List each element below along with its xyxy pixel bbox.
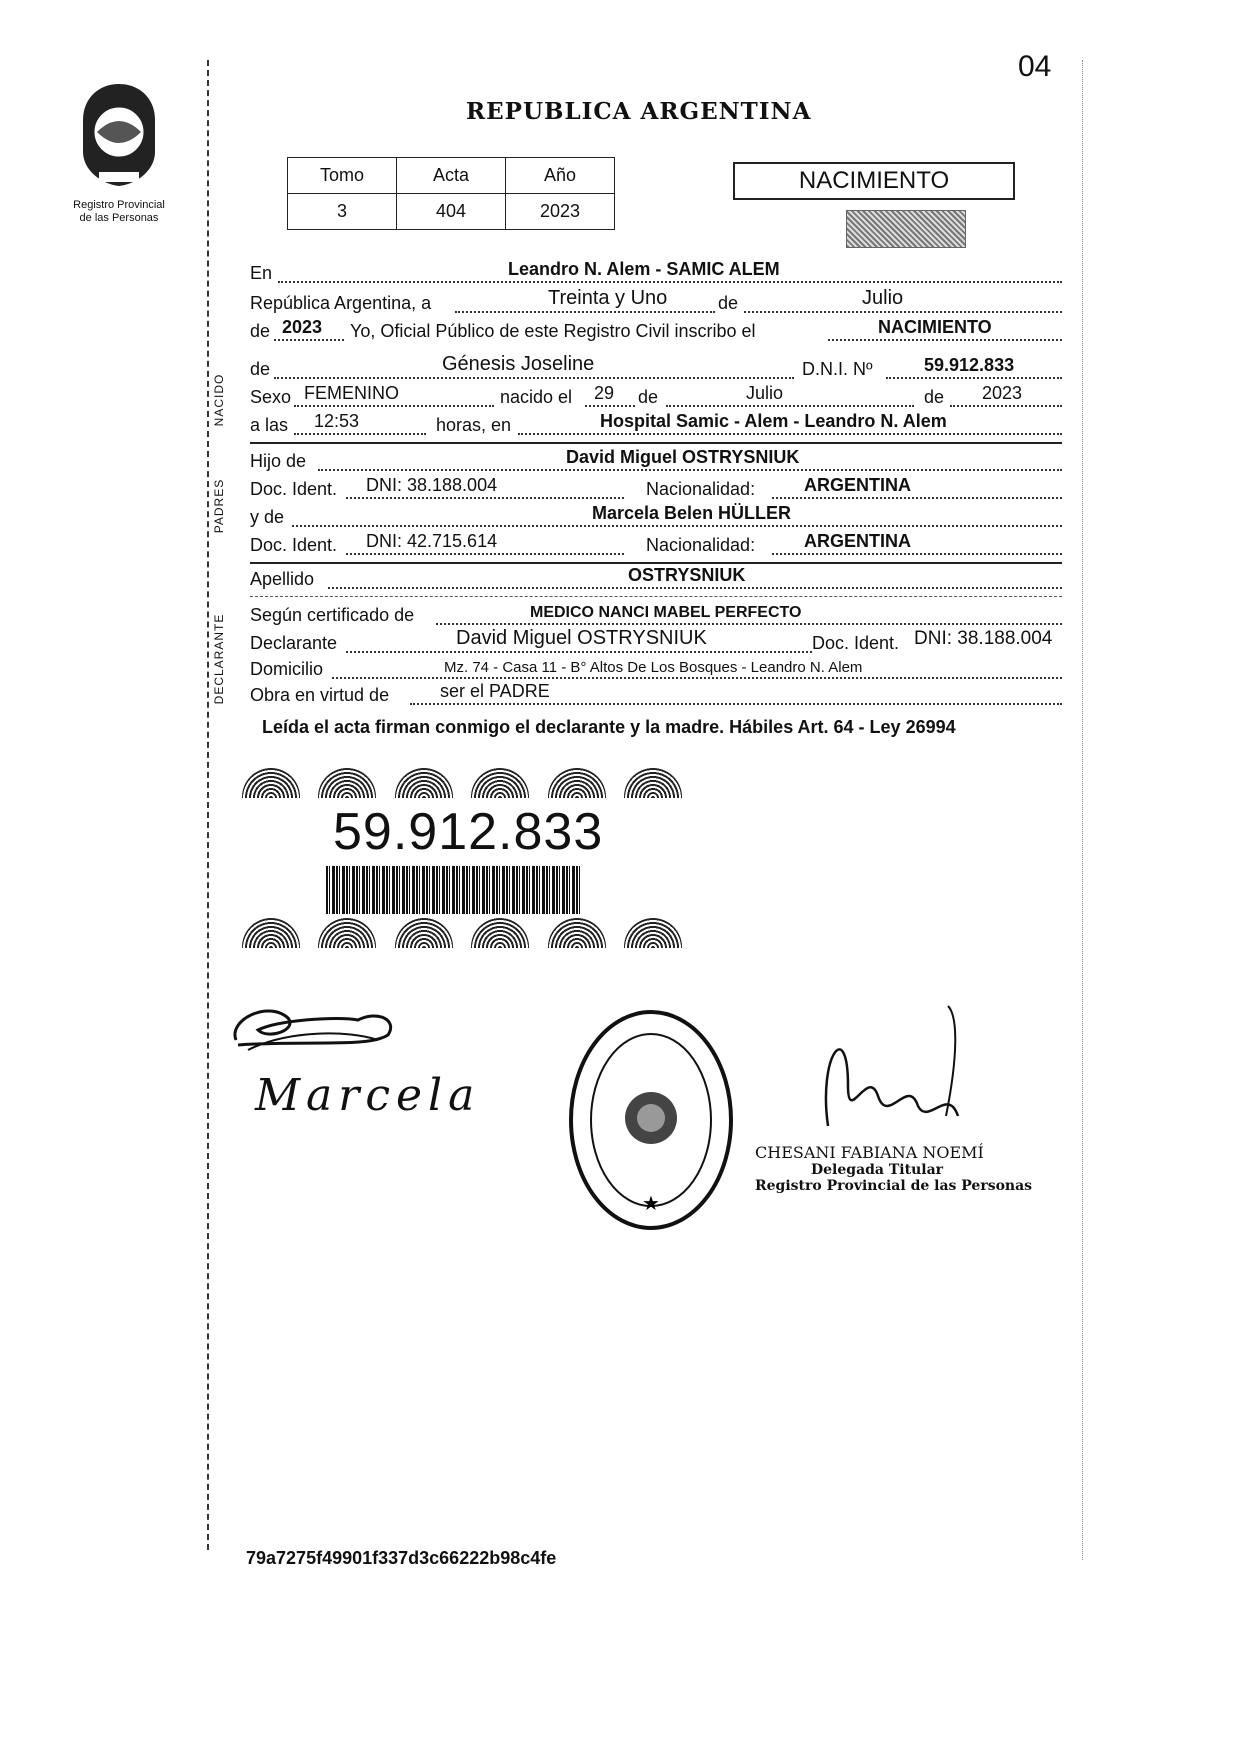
father-nac-label: Nacionalidad: <box>646 479 756 499</box>
birth-place: Hospital Samic - Alem - Leandro N. Alem <box>600 411 947 431</box>
registry-logo <box>60 80 178 225</box>
country-title: REPUBLICA ARGENTINA <box>466 98 812 125</box>
declarante-doc: DNI: 38.188.004 <box>914 628 1053 649</box>
fingerprint-icon <box>318 768 376 798</box>
fingerprint-icon <box>395 918 453 948</box>
father-doc-label: Doc. Ident. <box>250 479 338 499</box>
official-signature-icon <box>808 996 968 1146</box>
official-org: Registro Provincial de las Personas <box>755 1178 1033 1194</box>
republica-label: República Argentina, a <box>250 293 432 313</box>
fingerprint-icon <box>624 768 682 798</box>
right-margin-line <box>1082 60 1083 1560</box>
divider-2 <box>250 562 1062 564</box>
row-obra <box>250 682 1062 708</box>
logo-caption-line1: Registro Provincial <box>73 199 165 211</box>
section-declarante: DECLARANTE <box>212 613 226 705</box>
oficial-text: Yo, Oficial Público de este Registro Civil inscribo el <box>350 321 756 341</box>
fingerprint-icon <box>471 768 529 798</box>
month-value: Julio <box>862 287 904 309</box>
barcode-icon <box>326 866 581 914</box>
official-role: Delegada Titular <box>811 1162 944 1178</box>
section-nacido: NACIDO <box>212 373 226 427</box>
de-label-2: de <box>250 321 271 341</box>
y-de-label: y de <box>250 507 285 527</box>
row-mother <box>250 504 1062 530</box>
record-kind: NACIMIENTO <box>878 317 992 337</box>
father-name: David Miguel OSTRYSNIUK <box>566 447 800 467</box>
birth-day: 29 <box>594 383 615 403</box>
birth-de-label: de <box>638 387 659 407</box>
a-las-label: a las <box>250 415 289 435</box>
tomo-header: Tomo <box>288 158 397 194</box>
declarante-name: David Miguel OSTRYSNIUK <box>456 627 707 649</box>
fingerprint-row-bottom <box>242 918 682 948</box>
svg-text:★: ★ <box>642 1191 660 1215</box>
mother-name: Marcela Belen HÜLLER <box>592 503 792 523</box>
row-domicilio <box>250 656 1062 682</box>
sexo-value: FEMENINO <box>304 383 400 403</box>
row-place <box>250 260 1062 286</box>
fingerprint-row-top <box>242 768 682 798</box>
mother-signature: Marcela <box>255 1070 481 1121</box>
divider-1 <box>250 442 1062 444</box>
fingerprint-icon <box>395 768 453 798</box>
place-value: Leandro N. Alem - SAMIC ALEM <box>508 259 780 279</box>
province-shield-icon <box>69 80 169 190</box>
domicilio-label: Domicilio <box>250 659 324 679</box>
certificado-label: Según certificado de <box>250 605 415 625</box>
birth-month: Julio <box>746 383 784 403</box>
tomo-value: 3 <box>288 194 397 230</box>
nacido-el-label: nacido el <box>500 387 573 407</box>
name-de-label: de <box>250 359 271 379</box>
sexo-label: Sexo <box>250 387 292 407</box>
birth-time: 12:53 <box>314 411 360 431</box>
official-stamp-icon <box>566 1006 736 1234</box>
birth-year: 2023 <box>982 383 1023 403</box>
father-nationality: ARGENTINA <box>804 475 911 495</box>
row-declarante <box>250 627 1062 656</box>
declarante-doc-label: Doc. Ident. <box>812 633 900 653</box>
row-time-place <box>250 412 1062 438</box>
fingerprint-icon <box>548 768 606 798</box>
ano-value: 2023 <box>506 194 615 230</box>
record-table <box>287 157 615 230</box>
fingerprint-icon <box>242 768 300 798</box>
child-dni: 59.912.833 <box>924 355 1015 375</box>
day-words: Treinta y Uno <box>548 287 668 309</box>
official-name: CHESANI FABIANA NOEMÍ <box>755 1143 984 1162</box>
row-father-doc <box>250 476 1062 502</box>
year-value: 2023 <box>282 317 323 337</box>
page-number: 04 <box>1018 50 1052 83</box>
fingerprint-icon <box>624 918 682 948</box>
row-date <box>250 287 1062 316</box>
mother-doc-label: Doc. Ident. <box>250 535 338 555</box>
document-hash: 79a7275f49901f337d3c66222b98c4fe <box>246 1548 557 1568</box>
record-type-box: NACIMIENTO <box>733 162 1015 200</box>
fingerprint-icon <box>242 918 300 948</box>
obra-value: ser el PADRE <box>440 681 550 701</box>
child-name: Génesis Joseline <box>442 353 595 375</box>
row-father <box>250 448 1062 474</box>
row-apellido <box>250 566 1062 592</box>
fingerprint-icon <box>471 918 529 948</box>
official-block <box>755 1143 1032 1194</box>
obra-label: Obra en virtud de <box>250 685 390 705</box>
acta-value: 404 <box>397 194 506 230</box>
dni-label: D.N.I. Nº <box>802 359 873 379</box>
dni-number-large: 59.912.833 <box>333 803 604 861</box>
fingerprint-icon <box>318 918 376 948</box>
section-padres: PADRES <box>212 478 226 534</box>
left-margin-line <box>207 60 209 1550</box>
row-name <box>250 353 1062 382</box>
domicilio-value: Mz. 74 - Casa 11 - B° Altos De Los Bosques - Leandro N. Alem <box>444 659 863 676</box>
hijo-de-label: Hijo de <box>250 451 307 471</box>
en-label: En <box>250 263 273 283</box>
declarant-signature-icon <box>228 990 408 1060</box>
row-oficial <box>250 318 1062 344</box>
apellido-label: Apellido <box>250 569 315 589</box>
mother-doc: DNI: 42.715.614 <box>366 531 498 551</box>
acta-header: Acta <box>397 158 506 194</box>
divider-3 <box>250 596 1062 597</box>
row-sexo <box>250 384 1062 410</box>
father-doc: DNI: 38.188.004 <box>366 475 498 495</box>
logo-caption-line2: de las Personas <box>79 212 159 224</box>
birth-de-label-2: de <box>924 387 945 407</box>
mother-nac-label: Nacionalidad: <box>646 535 756 555</box>
de-label: de <box>718 293 739 313</box>
row-mother-doc <box>250 532 1062 558</box>
security-stamp-icon <box>846 210 966 248</box>
legal-text: Leída el acta firman conmigo el declarante y la madre. Hábiles Art. 64 - Ley 26994 <box>262 717 956 737</box>
row-certificado <box>250 602 1062 628</box>
certificado-value: MEDICO NANCI MABEL PERFECTO <box>530 604 802 621</box>
fingerprint-icon <box>548 918 606 948</box>
horas-label: horas, en <box>436 415 512 435</box>
declarante-label: Declarante <box>250 633 338 653</box>
apellido-value: OSTRYSNIUK <box>628 565 746 585</box>
mother-nationality: ARGENTINA <box>804 531 911 551</box>
ano-header: Año <box>506 158 615 194</box>
